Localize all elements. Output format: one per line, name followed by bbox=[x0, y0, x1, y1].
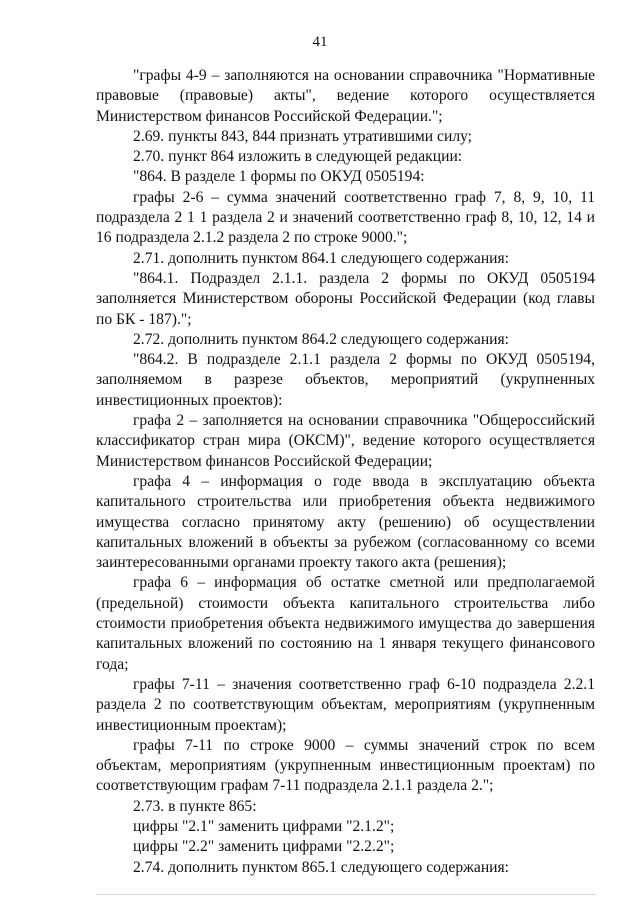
paragraph: графа 2 – заполняется на основании справочника "Общероссийский классификатор стран мира (ОКСМ)", ведение которого осуществляется Министерством финансов Российской Федерации; bbox=[96, 412, 595, 470]
paragraph: 2.73. в пункте 865: bbox=[133, 797, 257, 815]
paragraph: цифры "2.2" заменить цифрами "2.2.2"; bbox=[133, 838, 395, 856]
paragraph: "графы 4-9 – заполняются на основании справочника "Нормативные правовые (правовые) акты", ведение которого осуществляется Министерством финансов Российской Федерации."; bbox=[96, 67, 595, 125]
paragraph: графа 4 – информация о годе ввода в эксплуатацию объекта капитального строительства или приобретения объекта недвижимого имущества согласно принятому акту (решению) об осуществлении капитальных вложений в объекты за рубежом (согласованному со всеми заинтересованными органами проекту такого акта (решения); bbox=[96, 472, 595, 572]
paragraph: цифры "2.1" заменить цифрами "2.1.2"; bbox=[133, 817, 395, 835]
bottom-divider bbox=[96, 894, 596, 895]
paragraph: графа 6 – информация об остатке сметной или предполагаемой (предельной) стоимости объекта капитального строительства либо стоимости приобретения объекта недвижимого имущества до завершения капитальных вложений по состоянию на 1 января текущего финансового года; bbox=[96, 574, 595, 673]
paragraph: 2.74. дополнить пунктом 865.1 следующего содержания: bbox=[133, 858, 510, 876]
paragraph: графы 2-6 – сумма значений соответственно граф 7, 8, 9, 10, 11 подраздела 2 1 1 раздела 2 и значений соответственно граф 8, 10, 12, 14 и 16 подраздела 2.1.2 раздела 2 по строке 9000."; bbox=[96, 188, 595, 247]
paragraph: "864.2. В подразделе 2.1.1 раздела 2 формы по ОКУД 0505194, заполняемом в разрезе объектов, мероприятий (укрупненных инвестиционных проектов): bbox=[96, 351, 595, 409]
paragraph: графы 7-11 по строке 9000 – суммы значений строк по всем объектам, мероприятиям (укрупненным инвестиционным проектам) по соответствующим графам 7-11 подраздела 2.1.1 раздела 2."; bbox=[96, 736, 595, 795]
paragraph: 2.69. пункты 843, 844 признать утратившими силу; bbox=[133, 127, 473, 145]
paragraph: 2.70. пункт 864 изложить в следующей редакции: bbox=[133, 148, 463, 166]
page-number: 41 bbox=[312, 34, 328, 50]
paragraph: 2.72. дополнить пунктом 864.2 следующего содержания: bbox=[133, 330, 510, 348]
paragraph: "864.1. Подраздел 2.1.1. раздела 2 формы по ОКУД 0505194 заполняется Министерством обороны Российской Федерации (код главы по БК - 187)."; bbox=[96, 269, 595, 328]
paragraph: графы 7-11 – значения соответственно граф 6-10 подраздела 2.2.1 раздела 2 по соответствующим объектам, мероприятиям (укрупненным инвестиционным проектам); bbox=[96, 675, 595, 734]
paragraph: 2.71. дополнить пунктом 864.1 следующего содержания: bbox=[133, 249, 510, 267]
document-body bbox=[96, 66, 595, 878]
paragraph: "864. В разделе 1 формы по ОКУД 0505194: bbox=[133, 168, 425, 186]
